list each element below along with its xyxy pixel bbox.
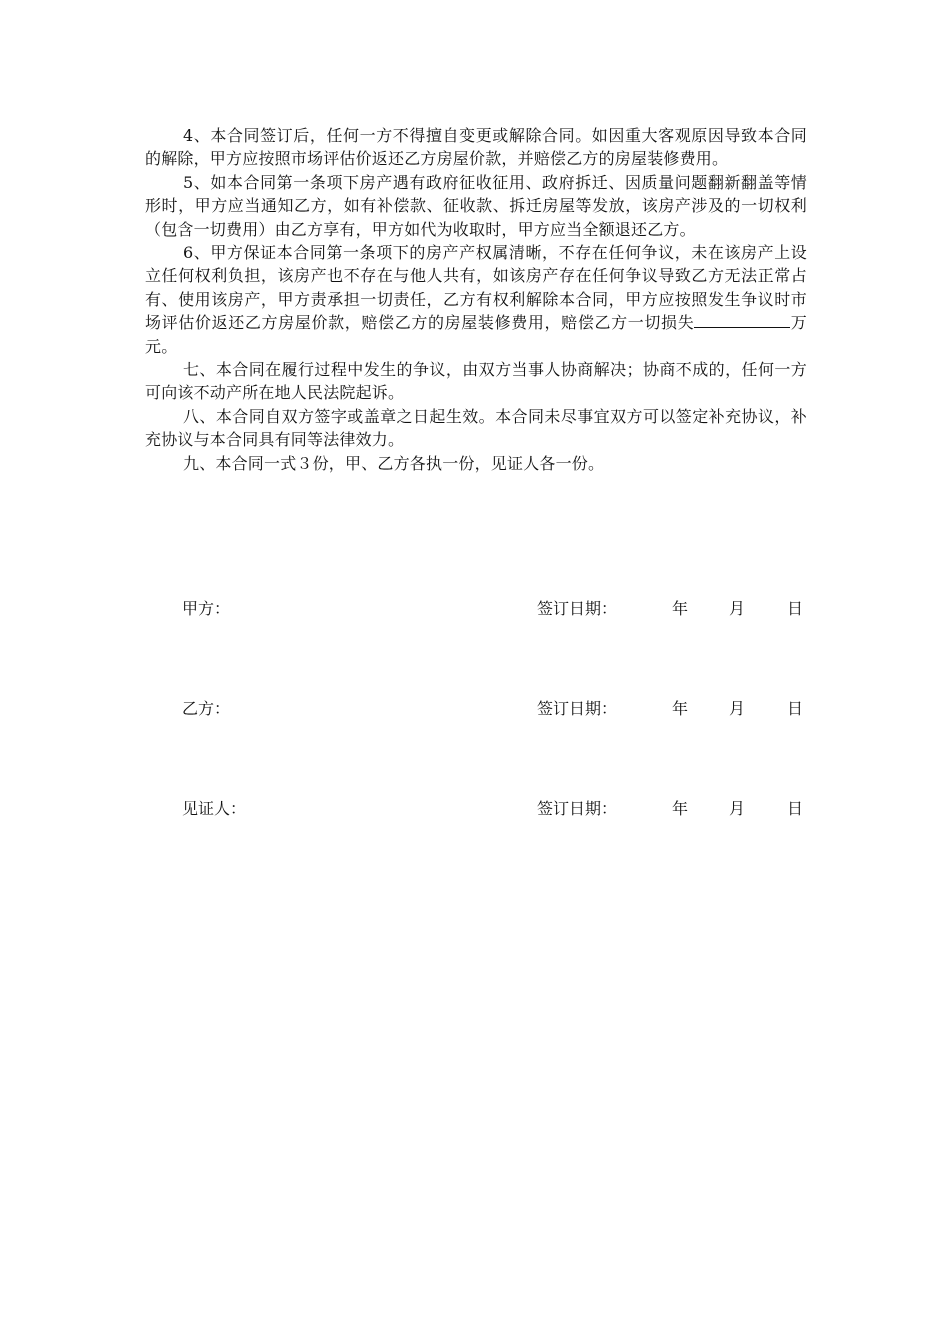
day-label: 日 (787, 599, 804, 618)
clause-4: 4、本合同签订后，任何一方不得擅自变更或解除合同。如因重大客观原因导致本合同的解除，甲方应按照市场评估价返还乙方房屋价款，并赔偿乙方的房屋装修费用。 (145, 126, 807, 169)
day-label: 日 (787, 699, 804, 718)
year-label: 年 (672, 599, 689, 618)
sign-date-label: 签订日期： (537, 799, 618, 818)
sign-date-label: 签订日期： (537, 599, 618, 618)
month-label: 月 (729, 699, 746, 718)
month-label: 月 (729, 599, 746, 618)
clause-6-unit: 万元。 (145, 313, 807, 356)
sign-date-label: 签订日期： (537, 699, 618, 718)
clause-7: 七、本合同在履行过程中发生的争议，由双方当事人协商解决；协商不成的，任何一方可向该不动产所在地人民法院起诉。 (145, 360, 807, 403)
party-a-label: 甲方： (182, 599, 231, 618)
year-label: 年 (672, 699, 689, 718)
contract-body (145, 124, 807, 475)
year-label: 年 (672, 799, 689, 818)
clause-6 (145, 241, 807, 358)
month-label: 月 (729, 799, 746, 818)
party-b-label: 乙方： (182, 699, 231, 718)
compensation-amount-blank[interactable] (694, 313, 790, 328)
clause-9: 九、本合同一式３份，甲、乙方各执一份，见证人各一份。 (183, 453, 605, 473)
witness-label: 见证人： (182, 799, 247, 818)
signature-row-party-a (0, 597, 950, 621)
clause-8: 八、本合同自双方签字或盖章之日起生效。本合同未尽事宜双方可以签定补充协议，补充协议与本合同具有同等法律效力。 (145, 406, 807, 450)
signature-row-party-b (0, 697, 950, 721)
day-label: 日 (787, 799, 804, 818)
clause-5: 5、如本合同第一条项下房产遇有政府征收征用、政府拆迁、因质量问题翻新翻盖等情形时，甲方应当通知乙方，如有补偿款、征收款、拆迁房屋等发放，该房产涉及的一切权利（包含一切费用）由乙方享有，甲方如代为收取时，甲方应当全额退还乙方。 (145, 172, 807, 239)
signature-row-witness (0, 797, 950, 821)
clause-6-text: 6、甲方保证本合同第一条项下的房产产权属清晰，不存在任何争议，未在该房产上设立任何权利负担，该房产也不存在与他人共有，如该房产存在任何争议导致乙方无法正常占有、使用该房产，甲方责承担一切责任，乙方有权利解除本合同，甲方应按照发生争议时市场评估价返还乙方房屋价款，赔偿乙方的房屋装修费用，赔偿乙方一切损失 (145, 243, 807, 333)
